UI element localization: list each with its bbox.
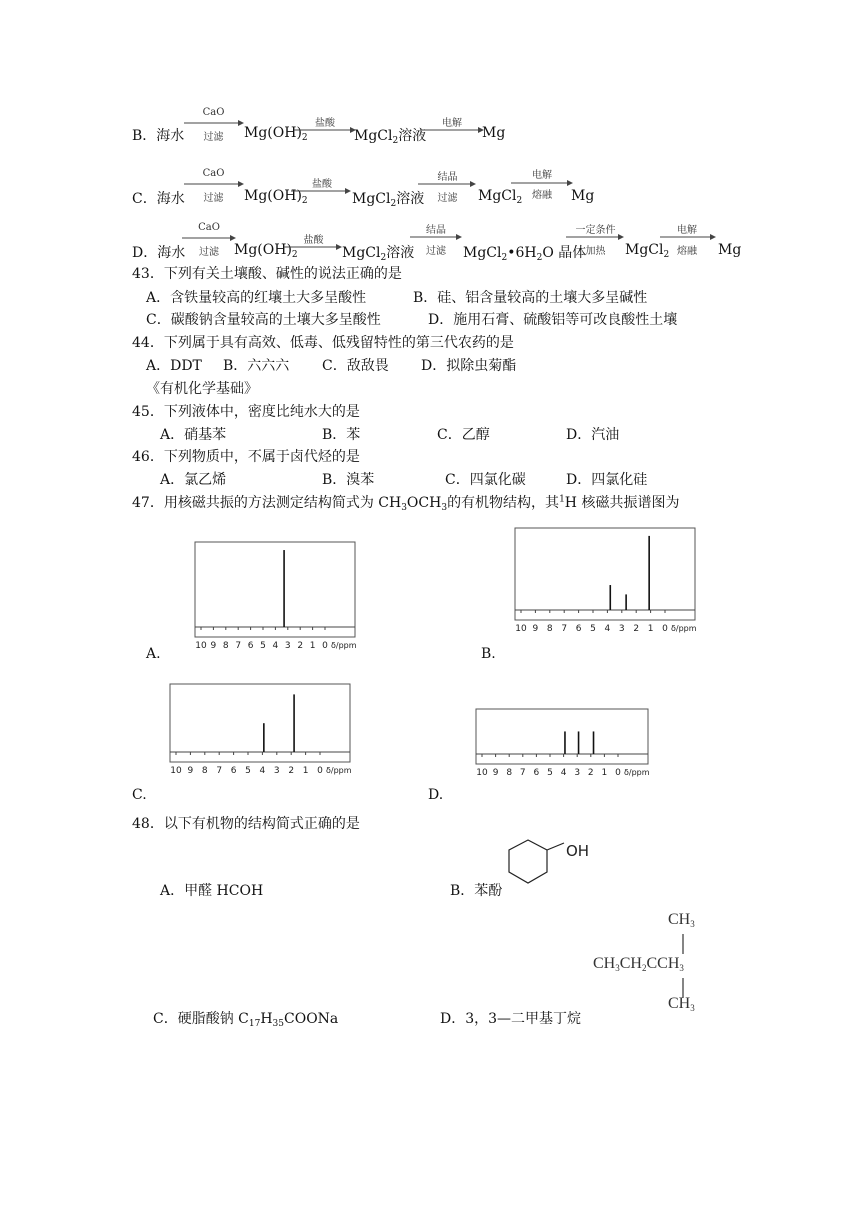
route-d-arrow3-bottom: 过滤: [426, 246, 446, 257]
route-d-arrow3-top: 结晶: [426, 225, 446, 236]
axis-tick-label: 10: [170, 766, 182, 776]
q46-option-a: A．氯乙烯: [160, 472, 227, 488]
route-c-arrow1-top: CaO: [202, 168, 225, 179]
route-b-label: B．海水: [132, 128, 185, 144]
q43-option-b: B．硅、铝含量较高的土壤大多呈碱性: [413, 290, 648, 306]
axis-tick-label: 3: [618, 624, 625, 634]
axis-tick-label: 7: [216, 766, 223, 776]
route-d-end: Mg: [718, 242, 742, 258]
q47-stem: 47．用核磁共振的方法测定结构简式为 $CH_3OCH_3$的有机物结构，其$^1$H 核磁共振谱图为: [132, 494, 680, 513]
axis-tick-label: 0: [615, 768, 621, 778]
route-c-arrow1-bottom: 过滤: [203, 193, 224, 204]
nmr-spectrum-a: [185, 540, 370, 665]
axis-tick-label: 4: [272, 641, 279, 651]
route-c-mid2: MgCl$_2$溶液: [352, 191, 425, 209]
route-b-arrow2: [294, 125, 356, 135]
q48-option-d: D．3，3—二甲基丁烷: [440, 1011, 582, 1027]
struct-main-chain: $CH_3CH_2CCH_3$: [593, 955, 684, 973]
axis-tick-label: 4: [560, 768, 567, 778]
route-d-arrow1: [182, 233, 236, 243]
axis-tick-label: 7: [519, 768, 526, 778]
nmr-spectrum-d: [468, 705, 658, 790]
route-d-arrow5: [660, 232, 716, 242]
axis-tick-label: 0: [662, 624, 668, 634]
q43-stem: 43．下列有关土壤酸、碱性的说法正确的是: [132, 266, 402, 282]
axis-tick-label: 1: [647, 624, 654, 634]
axis-tick-label: 9: [492, 768, 499, 778]
q45-option-c: C．乙醇: [437, 427, 490, 443]
spectrum-frame: [195, 542, 355, 637]
axis-tick-label: 0: [322, 641, 328, 651]
route-c-mid1: $Mg(OH)_2$: [244, 188, 308, 206]
axis-tick-label: 6: [247, 641, 254, 651]
route-b-mid1: $Mg(OH)_2$: [244, 125, 308, 143]
route-b-arrow1-top: CaO: [202, 107, 225, 118]
axis-unit-label: δ/ppm: [671, 624, 697, 633]
axis-tick-label: 1: [601, 768, 608, 778]
axis-tick-label: 10: [476, 768, 488, 778]
axis-tick-label: 0: [317, 766, 323, 776]
q48-option-b: B．苯酚: [450, 883, 503, 899]
struct-bond-top: [681, 934, 685, 954]
spectrum-frame: [170, 684, 350, 762]
axis-unit-label: δ/ppm: [326, 766, 352, 775]
struct-bottom-ch3: $CH_3$: [668, 995, 695, 1013]
route-b-mid2: MgCl$_2$溶液: [354, 128, 427, 146]
route-d-arrow1-bottom: 过滤: [199, 247, 219, 258]
route-d-arrow3: [410, 232, 462, 242]
route-b-arrow3-top: 电解: [442, 118, 462, 129]
q47-option-b-label: B.: [481, 646, 496, 662]
axis-tick-label: 9: [532, 624, 539, 634]
q45-stem: 45．下列液体中，密度比纯水大的是: [132, 404, 360, 420]
route-d-mid3: $MgCl_2•6H_2O$ 晶体: [463, 245, 587, 263]
q45-option-b: B．苯: [322, 427, 361, 443]
axis-tick-label: 2: [633, 624, 640, 634]
q45-option-d: D．汽油: [566, 427, 620, 443]
route-c-end: Mg: [571, 188, 595, 204]
q44-option-a: A．DDT: [146, 358, 202, 374]
axis-tick-label: 7: [235, 641, 242, 651]
spectrum-frame: [476, 709, 648, 764]
axis-tick-label: 1: [302, 766, 309, 776]
axis-tick-label: 10: [515, 624, 527, 634]
q48-option-c: C．硬脂酸钠 $C_{17}H_{35}COONa$: [153, 1011, 339, 1029]
q47-option-c-label: C.: [132, 787, 147, 803]
axis-tick-label: 9: [210, 641, 217, 651]
nmr-spectrum-c: [160, 680, 360, 790]
route-c-arrow4-top: 电解: [532, 170, 552, 181]
q48-option-a: A．甲醛 HCOH: [160, 883, 264, 899]
phenol-ring-structure: [500, 832, 600, 892]
axis-tick-label: 8: [546, 624, 553, 634]
axis-tick-label: 3: [284, 641, 291, 651]
phenol-oh-label: OH: [566, 842, 590, 860]
q43-option-a: A．含铁量较高的红壤土大多呈酸性: [146, 290, 367, 306]
route-d-arrow4: [566, 232, 624, 242]
route-c-arrow3-top: 结晶: [437, 172, 458, 183]
axis-tick-label: 1: [309, 641, 316, 651]
route-c-arrow2-top: 盐酸: [312, 179, 332, 190]
axis-tick-label: 5: [260, 641, 266, 651]
axis-tick-label: 5: [590, 624, 596, 634]
nmr-spectrum-b: [505, 526, 705, 656]
axis-tick-label: 2: [297, 641, 304, 651]
route-d-mid1: $Mg(OH)_2$: [234, 242, 298, 260]
route-d-mid4: MgCl$_2$: [625, 242, 670, 260]
route-c-arrow3: [418, 179, 476, 189]
route-d-arrow2: [284, 242, 342, 252]
axis-tick-label: 3: [574, 768, 581, 778]
q43-option-d: D．施用石膏、硫酸铝等可改良酸性土壤: [428, 312, 678, 328]
route-d-arrow5-top: 电解: [677, 225, 697, 236]
route-b-arrow1: [184, 118, 244, 128]
axis-tick-label: 2: [587, 768, 594, 778]
q43-option-c: C．碳酸钠含量较高的土壤大多呈酸性: [146, 312, 381, 328]
section-heading: 《有机化学基础》: [146, 381, 258, 397]
axis-tick-label: 8: [201, 766, 208, 776]
axis-unit-label: δ/ppm: [624, 768, 650, 777]
route-d-arrow1-top: CaO: [198, 222, 220, 233]
q48-stem: 48．以下有机物的结构简式正确的是: [132, 816, 360, 832]
route-d-arrow4-bottom: 加热: [585, 246, 606, 257]
axis-tick-label: 10: [195, 641, 207, 651]
q47-option-a-label: A.: [146, 646, 161, 662]
axis-tick-label: 4: [259, 766, 266, 776]
q45-option-a: A．硝基苯: [160, 427, 227, 443]
dimethylbutane-structure: [588, 905, 718, 1023]
route-d-arrow4-top: 一定条件: [575, 225, 616, 236]
axis-unit-label: δ/ppm: [331, 641, 357, 650]
route-b-arrow3: [420, 125, 484, 135]
axis-tick-label: 8: [506, 768, 513, 778]
axis-tick-label: 6: [230, 766, 237, 776]
route-c-arrow2: [291, 186, 351, 196]
route-c-arrow4-bottom: 熔融: [532, 190, 552, 201]
route-c-label: C．海水: [132, 191, 185, 207]
q46-option-b: B．溴苯: [322, 472, 375, 488]
q44-option-d: D．拟除虫菊酯: [421, 358, 517, 374]
q46-option-c: C．四氯化碳: [445, 472, 526, 488]
axis-tick-label: 3: [273, 766, 280, 776]
route-d-label: D．海水: [132, 245, 186, 261]
route-c-arrow1: [184, 179, 244, 189]
route-b-arrow1-bottom: 过滤: [203, 132, 224, 143]
q44-option-c: C．敌敌畏: [322, 358, 389, 374]
q44-option-b: B．六六六: [223, 358, 290, 374]
axis-tick-label: 5: [245, 766, 251, 776]
spectrum-frame: [515, 528, 695, 620]
q47-option-d-label: D.: [428, 787, 444, 803]
axis-tick-label: 5: [547, 768, 553, 778]
axis-tick-label: 2: [288, 766, 295, 776]
axis-tick-label: 4: [604, 624, 611, 634]
axis-tick-label: 7: [561, 624, 568, 634]
axis-tick-label: 6: [533, 768, 540, 778]
axis-tick-label: 6: [575, 624, 582, 634]
route-b-arrow2-top: 盐酸: [315, 118, 335, 129]
route-d-mid2: MgCl$_2$溶液: [342, 245, 415, 263]
axis-tick-label: 8: [222, 641, 229, 651]
struct-top-ch3: $CH_3$: [668, 911, 695, 929]
route-d-arrow5-bottom: 熔融: [677, 246, 697, 257]
axis-tick-label: 9: [187, 766, 194, 776]
route-d-arrow2-top: 盐酸: [303, 235, 324, 246]
route-b-end: Mg: [482, 125, 506, 141]
route-c-arrow3-bottom: 过滤: [437, 193, 458, 204]
q44-stem: 44．下列属于具有高效、低毒、低残留特性的第三代农药的是: [132, 335, 514, 351]
route-c-mid3: MgCl$_2$: [478, 188, 523, 206]
q46-stem: 46．下列物质中，不属于卤代烃的是: [132, 449, 360, 465]
q46-option-d: D．四氯化硅: [566, 472, 648, 488]
